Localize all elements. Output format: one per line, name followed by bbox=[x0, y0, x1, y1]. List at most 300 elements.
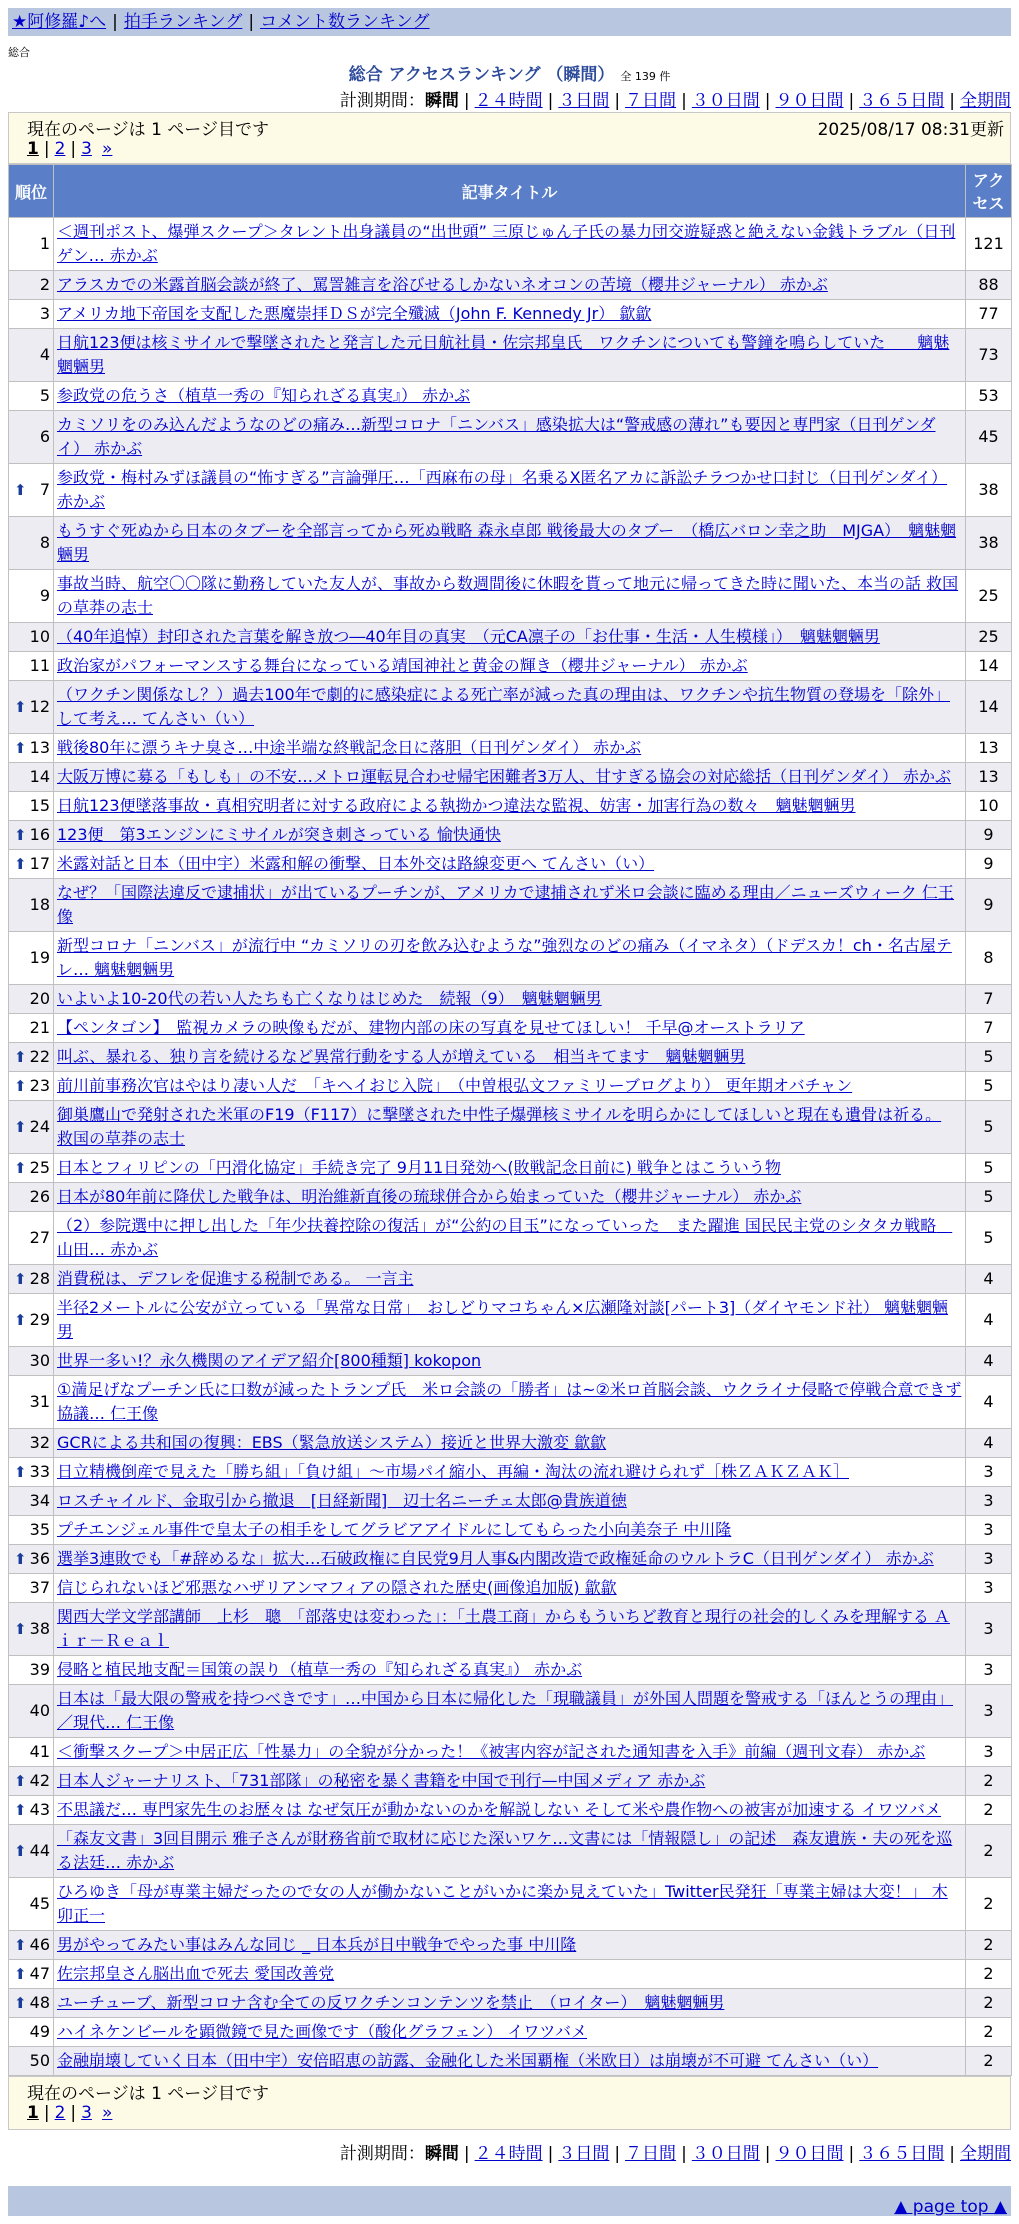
title-cell bbox=[54, 411, 966, 464]
table-row bbox=[9, 985, 1012, 1014]
article-link[interactable]: 男がやってみたい事はみんな同じ _ 日本兵が日中戦争でやった事 中川隆 bbox=[57, 1935, 577, 1954]
rank-number: 27 bbox=[29, 1228, 50, 1247]
period-current: 瞬間 bbox=[424, 91, 459, 111]
rank-number: 44 bbox=[29, 1841, 50, 1860]
rank-cell bbox=[9, 300, 54, 329]
access-count: 2 bbox=[966, 2047, 1012, 2076]
rank-number: 47 bbox=[29, 1964, 50, 1983]
rank-number: 48 bbox=[29, 1993, 50, 2012]
period-option-link[interactable]: ３６５日間 bbox=[859, 91, 945, 111]
article-link[interactable]: ①満足げなプーチン氏に口数が減ったトランプ氏 米ロ会談の「勝者」は~②米ロ首脳会談、ウクライナ侵略で停戦合意できず協議… 仁王像 bbox=[57, 1380, 962, 1423]
rank-number: 50 bbox=[29, 2051, 50, 2070]
current-page-text: 現在のページは 1 ページ目です bbox=[27, 2084, 269, 2104]
article-link[interactable]: 選挙3連敗でも「#辞めるな」拡大…石破政権に自民党9月人事&内閣改造で政権延命のウルトラC（日刊ゲンダイ） 赤かぶ bbox=[57, 1549, 934, 1568]
access-count: 77 bbox=[966, 300, 1012, 329]
article-link[interactable]: （2）参院選中に押し出した「年少扶養控除の復活」が“公約の目玉”になっていった また躍進 国民民主党のシタタカ戦略 山田… 赤かぶ bbox=[57, 1216, 953, 1259]
rank-number: 10 bbox=[29, 627, 50, 646]
rank-number: 9 bbox=[39, 586, 50, 605]
rank-number: 45 bbox=[29, 1894, 50, 1913]
access-count: 3 bbox=[966, 1603, 1012, 1656]
period-option-link[interactable]: ７日間 bbox=[625, 2144, 677, 2164]
rank-cell bbox=[9, 1043, 54, 1072]
access-count: 121 bbox=[966, 218, 1012, 271]
period-selector bbox=[340, 86, 1011, 111]
separator: | bbox=[764, 91, 771, 111]
rank-number: 24 bbox=[29, 1117, 50, 1136]
access-count: 14 bbox=[966, 681, 1012, 734]
rank-number: 41 bbox=[29, 1742, 50, 1761]
rank-cell bbox=[9, 517, 54, 570]
article-link[interactable]: 日航123便は核ミサイルで撃墜されたと発言した元日航社員・佐宗邦皇氏 ワクチンについても警鐘を鳴らしていた 魑魅魍魎男 bbox=[57, 333, 950, 376]
table-row bbox=[9, 218, 1012, 271]
rank-up-icon: ⬆ bbox=[14, 1077, 27, 1095]
rank-number: 37 bbox=[29, 1578, 50, 1597]
rank-cell bbox=[9, 1825, 54, 1878]
title-cell bbox=[54, 1685, 966, 1738]
rank-cell bbox=[9, 1960, 54, 1989]
rank-cell bbox=[9, 763, 54, 792]
rank-cell bbox=[9, 1429, 54, 1458]
access-count: 5 bbox=[966, 1072, 1012, 1101]
period-label: 計測期間： bbox=[339, 91, 425, 111]
rank-number: 11 bbox=[29, 656, 50, 675]
rank-cell bbox=[9, 1989, 54, 2018]
article-link[interactable]: 御巣鷹山で発射された米軍のF19（F117）に撃墜された中性子爆弾核ミサイルを明らかにしてほしいと現在も遺骨は祈る。 救国の草莽の志士 bbox=[57, 1105, 942, 1148]
table-row bbox=[9, 652, 1012, 681]
access-header: アクセス bbox=[966, 165, 1012, 218]
rank-number: 49 bbox=[29, 2022, 50, 2041]
access-count: 5 bbox=[966, 1043, 1012, 1072]
article-link[interactable]: プチエンジェル事件で皇太子の相手をしてグラビアアイドルにしてもらった小向美奈子 中川隆 bbox=[57, 1520, 732, 1539]
separator: | bbox=[112, 12, 118, 32]
article-link[interactable]: 半径2メートルに公安が立っている「異常な日常」 おしどりマコちゃん×広瀬隆対談[パート3]（ダイヤモンド社） 魑魅魍魎男 bbox=[57, 1298, 949, 1341]
title-cell bbox=[54, 1294, 966, 1347]
access-count: 25 bbox=[966, 570, 1012, 623]
rank-number: 17 bbox=[29, 854, 50, 873]
article-link[interactable]: 戦後80年に漂うキナ臭さ…中途半端な終戦記念日に落胆（日刊ゲンダイ） 赤かぶ bbox=[57, 738, 642, 757]
access-count: 3 bbox=[966, 1738, 1012, 1767]
rank-cell bbox=[9, 1101, 54, 1154]
article-link[interactable]: 【ペンタゴン】 監視カメラの映像もだが、建物内部の床の写真を見せてほしい！ 千早@オーストラリア bbox=[57, 1018, 805, 1037]
article-link[interactable]: 消費税は、デフレを促進する税制である。 一言主 bbox=[57, 1269, 414, 1288]
table-row bbox=[9, 1989, 1012, 2018]
rank-number: 28 bbox=[29, 1269, 50, 1288]
access-count: 4 bbox=[966, 1429, 1012, 1458]
rank-number: 19 bbox=[29, 948, 50, 967]
rank-cell bbox=[9, 1516, 54, 1545]
period-option-link[interactable]: ９０日間 bbox=[775, 91, 844, 111]
separator: | bbox=[848, 2144, 855, 2164]
period-selector-bottom bbox=[340, 2139, 1011, 2164]
access-count: 5 bbox=[966, 1183, 1012, 1212]
title-cell bbox=[54, 1931, 966, 1960]
separator: | bbox=[248, 12, 255, 32]
title-cell bbox=[54, 329, 966, 382]
period-label: 計測期間： bbox=[339, 2144, 425, 2164]
rank-number: 29 bbox=[29, 1310, 50, 1329]
page-number-link[interactable]: 2 bbox=[54, 139, 66, 159]
article-link[interactable]: 世界一多い!？永久機関のアイデア紹介[800種類] kokopon bbox=[57, 1351, 482, 1370]
next-page-link[interactable]: » bbox=[101, 2103, 113, 2123]
comments-ranking-link[interactable]: コメント数ランキング bbox=[260, 12, 430, 32]
access-count: 2 bbox=[966, 1931, 1012, 1960]
access-count: 3 bbox=[966, 1516, 1012, 1545]
table-row bbox=[9, 1212, 1012, 1265]
table-row bbox=[9, 1294, 1012, 1347]
table-row bbox=[9, 1043, 1012, 1072]
rank-cell bbox=[9, 623, 54, 652]
title-cell bbox=[54, 1212, 966, 1265]
title-cell bbox=[54, 850, 966, 879]
rank-number: 34 bbox=[29, 1491, 50, 1510]
rank-number: 2 bbox=[39, 275, 50, 294]
table-row bbox=[9, 1429, 1012, 1458]
title-cell bbox=[54, 1043, 966, 1072]
period-option-link[interactable]: ３０日間 bbox=[691, 91, 760, 111]
title-cell bbox=[54, 464, 966, 517]
rank-number: 40 bbox=[29, 1701, 50, 1720]
next-page-link[interactable]: » bbox=[101, 139, 113, 159]
access-count: 3 bbox=[966, 1458, 1012, 1487]
rank-cell bbox=[9, 792, 54, 821]
rank-number: 43 bbox=[29, 1800, 50, 1819]
separator: | bbox=[681, 91, 687, 111]
period-option-link[interactable]: ９０日間 bbox=[775, 2144, 844, 2164]
access-count: 8 bbox=[966, 932, 1012, 985]
rank-cell bbox=[9, 1014, 54, 1043]
rank-cell bbox=[9, 879, 54, 932]
rank-up-icon: ⬆ bbox=[14, 1463, 27, 1481]
rank-number: 38 bbox=[29, 1619, 50, 1638]
rank-cell bbox=[9, 411, 54, 464]
rank-up-icon: ⬆ bbox=[14, 826, 27, 844]
article-link[interactable]: なぜ？「国際法違反で逮捕状」が出ているプーチンが、アメリカで逮捕されず米ロ会談に臨める理由／ニューズウィーク 仁王像 bbox=[57, 883, 954, 926]
title-cell bbox=[54, 1603, 966, 1656]
table-row bbox=[9, 2047, 1012, 2076]
rank-number: 46 bbox=[29, 1935, 50, 1954]
separator: | bbox=[614, 2144, 621, 2164]
title-cell bbox=[54, 1014, 966, 1043]
title-cell bbox=[54, 1656, 966, 1685]
rank-up-icon: ⬆ bbox=[14, 739, 27, 757]
access-count: 25 bbox=[966, 623, 1012, 652]
title-cell bbox=[54, 932, 966, 985]
rank-number: 42 bbox=[29, 1771, 50, 1790]
table-row bbox=[9, 1825, 1012, 1878]
separator: | bbox=[848, 91, 855, 111]
access-count: 38 bbox=[966, 464, 1012, 517]
rank-number: 35 bbox=[29, 1520, 50, 1539]
page-number-link[interactable]: 3 bbox=[81, 2103, 92, 2123]
access-count: 3 bbox=[966, 1545, 1012, 1574]
separator: | bbox=[43, 139, 50, 159]
period-option-link[interactable]: 全期間 bbox=[960, 2144, 1011, 2164]
claps-ranking-link[interactable]: 拍手ランキング bbox=[123, 12, 243, 32]
access-count: 9 bbox=[966, 879, 1012, 932]
table-row bbox=[9, 1183, 1012, 1212]
article-link[interactable]: ハイネケンビールを顕微鏡で見た画像です（酸化グラフェン） イワツバメ bbox=[57, 2022, 588, 2041]
rank-up-icon: ⬆ bbox=[14, 1772, 27, 1790]
table-row bbox=[9, 464, 1012, 517]
title-cell bbox=[54, 1796, 966, 1825]
article-link[interactable]: ＜衝撃スクープ＞中居正広「性暴力」の全貌が分かった！《被害内容が記された通知書を入手》前編（週刊文春） 赤かぶ bbox=[57, 1742, 926, 1761]
page-number-link[interactable]: 2 bbox=[54, 2103, 66, 2123]
rank-cell bbox=[9, 1072, 54, 1101]
home-link[interactable]: ★阿修羅♪へ bbox=[12, 12, 107, 32]
access-count: 2 bbox=[966, 1825, 1012, 1878]
rank-cell bbox=[9, 985, 54, 1014]
article-link[interactable]: 参政党・梅村みずほ議員の“怖すぎる”言論弾圧…「西麻布の母」名乗るX匿名アカに訴訟チラつかせ口封じ（日刊ゲンダイ） 赤かぶ bbox=[57, 468, 948, 511]
rank-number: 18 bbox=[29, 895, 50, 914]
access-count: 13 bbox=[966, 763, 1012, 792]
access-count: 4 bbox=[966, 1376, 1012, 1429]
rank-cell bbox=[9, 1738, 54, 1767]
title-cell bbox=[54, 1960, 966, 1989]
access-count: 2 bbox=[966, 1989, 1012, 2018]
table-row bbox=[9, 517, 1012, 570]
page-info-box bbox=[8, 112, 1011, 164]
rank-cell bbox=[9, 2018, 54, 2047]
table-row bbox=[9, 1574, 1012, 1603]
article-link[interactable]: 不思議だ… 専門家先生のお歴々は なぜ気圧が動かないのかを解説しない そして米や農作物への被害が加速する イワツバメ bbox=[57, 1800, 942, 1819]
article-link[interactable]: 日本は「最大限の警戒を持つべきです」…中国から日本に帰化した「現職議員」が外国人問題を警戒する「ほんとうの理由」／現代… 仁王像 bbox=[57, 1689, 954, 1732]
rank-cell bbox=[9, 1487, 54, 1516]
article-link[interactable]: 「森友文書」3回目開示 雅子さんが財務省前で取材に応じた深いワケ…文書には「情報隠し」の記述 森友遺族・夫の死を巡る法廷… 赤かぶ bbox=[57, 1829, 953, 1872]
period-option-link[interactable]: ３日間 bbox=[558, 91, 610, 111]
separator: | bbox=[70, 2103, 77, 2123]
article-link[interactable]: アメリカ地下帝国を支配した悪魔崇拝ＤＳが完全殲滅（John F. Kennedy Jr） 歙歙 bbox=[57, 304, 652, 323]
rank-number: 3 bbox=[39, 304, 50, 323]
article-link[interactable]: 信じられないほど邪悪なハザリアンマフィアの隠された歴史(画像追加版) 歙歙 bbox=[57, 1578, 617, 1597]
article-link[interactable]: 事故当時、航空〇〇隊に勤務していた友人が、事故から数週間後に休暇を貰って地元に帰ってきた時に聞いた、本当の話 救国の草莽の志士 bbox=[57, 574, 959, 617]
title-cell bbox=[54, 570, 966, 623]
table-row bbox=[9, 2018, 1012, 2047]
separator: | bbox=[547, 2144, 554, 2164]
table-row bbox=[9, 300, 1012, 329]
rank-up-icon: ⬆ bbox=[14, 1118, 27, 1136]
article-link[interactable]: カミソリをのみ込んだようなのどの痛み…新型コロナ「ニンバス」感染拡大は“警戒感の薄れ”も要因と専門家（日刊ゲンダイ） 赤かぶ bbox=[57, 415, 936, 458]
rank-cell bbox=[9, 821, 54, 850]
page-title-line bbox=[0, 60, 1019, 85]
title-cell bbox=[54, 300, 966, 329]
article-link[interactable]: 米露対話と日本（田中宇）米露和解の衝撃、日本外交は路線変更へ てんさい（い） bbox=[57, 854, 655, 873]
rank-cell bbox=[9, 652, 54, 681]
footer-bar bbox=[8, 2186, 1011, 2216]
period-option-link[interactable]: ７日間 bbox=[625, 91, 677, 111]
period-current: 瞬間 bbox=[424, 2144, 459, 2164]
title-cell bbox=[54, 382, 966, 411]
article-link[interactable]: 参政党の危うさ（植草一秀の『知られざる真実』） 赤かぶ bbox=[57, 386, 471, 405]
access-count: 13 bbox=[966, 734, 1012, 763]
period-option-link[interactable]: ３日間 bbox=[558, 2144, 610, 2164]
article-link[interactable]: 日本人ジャーナリスト、「731部隊」の秘密を暴く書籍を中国で刊行—中国メディア 赤かぶ bbox=[57, 1771, 706, 1790]
rank-number: 4 bbox=[39, 345, 50, 364]
article-link[interactable]: ＜週刊ポスト、爆弾スクープ＞タレント出身議員の“出世頭” 三原じゅん子氏の暴力団交遊疑惑と絶えない金銭トラブル（日刊ゲン… 赤かぶ bbox=[57, 222, 956, 265]
article-link[interactable]: 日航123便墜落事故・真相究明者に対する政府による執拗かつ違法な監視、妨害・加害行為の数々 魑魅魍魎男 bbox=[57, 796, 856, 815]
article-link[interactable]: 123便 第3エンジンにミサイルが突き刺さっている 愉快通快 bbox=[57, 825, 501, 844]
rank-cell bbox=[9, 1796, 54, 1825]
article-link[interactable]: 叫ぶ、暴れる、独り言を続けるなど異常行動をする人が増えている 相当キてます 魑魅魍魎男 bbox=[57, 1047, 746, 1066]
article-link[interactable]: ユーチューブ、新型コロナ含む全ての反ワクチンコンテンツを禁止 （ロイター） 魑魅魍魎男 bbox=[57, 1993, 725, 2012]
article-link[interactable]: ひろゆき「母が専業主婦だったので女の人が働かないことがいかに楽か見えていた」Twitter民発狂「専業主婦は大変！」 木卯正一 bbox=[57, 1882, 948, 1925]
current-page-number: 1 bbox=[27, 139, 39, 159]
period-option-link[interactable]: 全期間 bbox=[960, 91, 1011, 111]
rank-cell bbox=[9, 382, 54, 411]
title-cell bbox=[54, 763, 966, 792]
separator: | bbox=[614, 91, 621, 111]
table-row bbox=[9, 1458, 1012, 1487]
rank-number: 1 bbox=[39, 234, 50, 253]
table-row bbox=[9, 1960, 1012, 1989]
rank-cell bbox=[9, 1574, 54, 1603]
access-count: 9 bbox=[966, 850, 1012, 879]
table-row bbox=[9, 1878, 1012, 1931]
title-cell bbox=[54, 792, 966, 821]
period-option-link[interactable]: ２４時間 bbox=[474, 91, 543, 111]
access-count: 4 bbox=[966, 1347, 1012, 1376]
rank-cell bbox=[9, 271, 54, 300]
article-link[interactable]: （40年追悼）封印された言葉を解き放つ―40年目の真実 （元CA凛子の「お仕事・生活・人生模様」） 魑魅魍魎男 bbox=[57, 627, 880, 646]
separator: | bbox=[681, 2144, 687, 2164]
table-header-row bbox=[9, 165, 1012, 218]
access-count: 10 bbox=[966, 792, 1012, 821]
title-cell bbox=[54, 1825, 966, 1878]
table-row bbox=[9, 1685, 1012, 1738]
title-cell bbox=[54, 1487, 966, 1516]
table-row bbox=[9, 1796, 1012, 1825]
article-link[interactable]: 金融崩壊していく日本（田中宇）安倍昭恵の訪露、金融化した米国覇権（米欧日）は崩壊が不可避 てんさい（い） bbox=[57, 2051, 879, 2070]
title-cell bbox=[54, 623, 966, 652]
separator: | bbox=[43, 2103, 50, 2123]
rank-up-icon: ⬆ bbox=[14, 1936, 27, 1954]
rank-number: 15 bbox=[29, 796, 50, 815]
current-page-text: 現在のページは 1 ページ目です bbox=[27, 120, 269, 140]
period-option-link[interactable]: ３０日間 bbox=[691, 2144, 760, 2164]
access-count: 88 bbox=[966, 271, 1012, 300]
table-row bbox=[9, 763, 1012, 792]
access-count: 4 bbox=[966, 1294, 1012, 1347]
table-row bbox=[9, 1738, 1012, 1767]
article-link[interactable]: 大阪万博に募る「もしも」の不安…メトロ運転見合わせ帰宅困難者3万人、甘すぎる協会の対応総括（日刊ゲンダイ） 赤かぶ bbox=[57, 767, 951, 786]
article-link[interactable]: 侵略と植民地支配＝国策の誤り（植草一秀の『知られざる真実』） 赤かぶ bbox=[57, 1660, 583, 1679]
title-cell bbox=[54, 1878, 966, 1931]
article-link[interactable]: 新型コロナ「ニンバス」が流行中 “カミソリの刃を飲み込むような”強烈なのどの痛み（イマネタ）（ドデスカ！ch・名古屋テレ… 魑魅魍魎男 bbox=[57, 936, 952, 979]
article-link[interactable]: もうすぐ死ぬから日本のタブーを全部言ってから死ぬ戦略 森永卓郎 戦後最大のタブー （橋広バロン幸之助 MJGA） 魑魅魍魎男 bbox=[57, 521, 957, 564]
rank-up-icon: ⬆ bbox=[14, 1994, 27, 2012]
table-row bbox=[9, 681, 1012, 734]
table-row bbox=[9, 411, 1012, 464]
article-link[interactable]: 日本とフィリピンの「円滑化協定」手続き完了 9月11日発効へ(敗戦記念日前に) 戦争とはこういう物 bbox=[57, 1158, 781, 1177]
title-cell bbox=[54, 1265, 966, 1294]
title-cell bbox=[54, 1458, 966, 1487]
rank-cell bbox=[9, 932, 54, 985]
rank-up-icon: ⬆ bbox=[14, 1270, 27, 1288]
rank-number: 8 bbox=[39, 533, 50, 552]
article-link[interactable]: 佐宗邦皇さん脳出血で死去 愛国改善党 bbox=[57, 1964, 335, 1983]
access-count: 3 bbox=[966, 1656, 1012, 1685]
period-option-link[interactable]: ３６５日間 bbox=[859, 2144, 945, 2164]
title-cell bbox=[54, 517, 966, 570]
rank-cell bbox=[9, 1603, 54, 1656]
article-link[interactable]: ロスチャイルド、金取引から撤退 [日経新聞] 辺士名ニーチェ太郎@貴族道徳 bbox=[57, 1491, 627, 1510]
rank-number: 30 bbox=[29, 1351, 50, 1370]
rank-number: 31 bbox=[29, 1392, 50, 1411]
table-row bbox=[9, 850, 1012, 879]
title-cell bbox=[54, 879, 966, 932]
access-count: 45 bbox=[966, 411, 1012, 464]
rank-cell bbox=[9, 329, 54, 382]
access-count: 9 bbox=[966, 821, 1012, 850]
rank-up-icon: ⬆ bbox=[14, 855, 27, 873]
rank-up-icon: ⬆ bbox=[14, 1842, 27, 1860]
article-link[interactable]: アラスカでの米露首脳会談が終了、罵詈雑言を浴びせるしかないネオコンの苦境（櫻井ジャーナル） 赤かぶ bbox=[57, 275, 828, 294]
access-count: 7 bbox=[966, 1014, 1012, 1043]
page-info-box-bottom bbox=[8, 2076, 1011, 2130]
rank-up-icon: ⬆ bbox=[14, 1048, 27, 1066]
rank-up-icon: ⬆ bbox=[14, 698, 27, 716]
rank-number: 7 bbox=[39, 480, 50, 499]
rank-number: 6 bbox=[39, 427, 50, 446]
rank-number: 26 bbox=[29, 1187, 50, 1206]
access-count: 5 bbox=[966, 1154, 1012, 1183]
access-count: 2 bbox=[966, 1960, 1012, 1989]
rank-cell bbox=[9, 1265, 54, 1294]
rank-number: 23 bbox=[29, 1076, 50, 1095]
article-link[interactable]: 日立精機倒産で見えた「勝ち組」「負け組」～市場パイ縮小、再編・淘汰の流れ避けられず［株ＺＡＫＺＡＫ］ bbox=[57, 1462, 850, 1481]
title-cell bbox=[54, 2018, 966, 2047]
table-row bbox=[9, 1014, 1012, 1043]
access-count: 3 bbox=[966, 1487, 1012, 1516]
rank-number: 36 bbox=[29, 1549, 50, 1568]
title-cell bbox=[54, 1574, 966, 1603]
table-row bbox=[9, 1154, 1012, 1183]
separator: | bbox=[463, 2144, 470, 2164]
article-link[interactable]: GCRによる共和国の復興：EBS（緊急放送システム）接近と世界大激変 歙歙 bbox=[57, 1433, 607, 1452]
article-link[interactable]: 前川前事務次官はやはり凄い人だ 「キヘイおじ入院」 （中曽根弘文ファミリーブログより） 更年期オバチャン bbox=[57, 1076, 853, 1095]
table-row bbox=[9, 1101, 1012, 1154]
article-link[interactable]: いよいよ10-20代の若い人たちも亡くなりはじめた 続報（9） 魑魅魍魎男 bbox=[57, 989, 602, 1008]
separator: | bbox=[70, 139, 77, 159]
article-link[interactable]: 日本が80年前に降伏した戦争は、明治維新直後の琉球併合から始まっていた（櫻井ジャーナル） 赤かぶ bbox=[57, 1187, 802, 1206]
access-count: 53 bbox=[966, 382, 1012, 411]
rank-cell bbox=[9, 1294, 54, 1347]
article-link[interactable]: 政治家がパフォーマンスする舞台になっている靖国神社と黄金の輝き（櫻井ジャーナル） 赤かぶ bbox=[57, 656, 748, 675]
article-link[interactable]: （ワクチン関係なし？）過去100年で劇的に感染症による死亡率が減った真の理由は、ワクチンや抗生物質の登場を「除外」して考え… てんさい（い） bbox=[57, 685, 950, 728]
title-cell bbox=[54, 1347, 966, 1376]
table-row bbox=[9, 1265, 1012, 1294]
title-cell bbox=[54, 1101, 966, 1154]
access-count: 73 bbox=[966, 329, 1012, 382]
rank-number: 16 bbox=[29, 825, 50, 844]
page-top-link[interactable]: ▲ page top ▲ bbox=[894, 2197, 1007, 2217]
separator: | bbox=[949, 2144, 955, 2164]
rank-cell bbox=[9, 1656, 54, 1685]
rank-cell bbox=[9, 1685, 54, 1738]
rank-up-icon: ⬆ bbox=[14, 1550, 27, 1568]
period-option-link[interactable]: ２４時間 bbox=[474, 2144, 543, 2164]
table-row bbox=[9, 382, 1012, 411]
title-cell bbox=[54, 1072, 966, 1101]
rank-number: 12 bbox=[29, 697, 50, 716]
article-link[interactable]: 関西大学文学部講師 上杉 聰 「部落史は変わった」：「土農工商」からもういちど教育と現行の社会的しくみを理解する Ａｉｒ－Ｒｅａｌ bbox=[57, 1607, 950, 1650]
rank-number: 22 bbox=[29, 1047, 50, 1066]
rank-cell bbox=[9, 1347, 54, 1376]
title-cell bbox=[54, 2047, 966, 2076]
rank-number: 5 bbox=[39, 386, 50, 405]
page-number-link[interactable]: 3 bbox=[81, 139, 92, 159]
table-row bbox=[9, 271, 1012, 300]
access-count: 2 bbox=[966, 1878, 1012, 1931]
